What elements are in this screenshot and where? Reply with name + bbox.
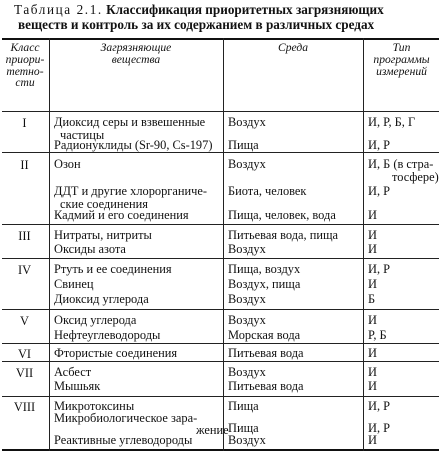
substance-cell: Фтористые соединения: [54, 346, 178, 360]
group-rule: [2, 224, 439, 225]
substance-cell: Кадмий и его соединения: [54, 208, 189, 222]
program-cell: И: [368, 379, 377, 393]
program-cell: И, Р: [368, 184, 391, 198]
substance-cell: Свинец: [54, 277, 94, 291]
medium-cell: Воздух: [228, 365, 266, 379]
column-rule: [49, 38, 50, 451]
header-class: Класс приори- тетно- сти: [5, 41, 45, 90]
class-number: IV: [17, 263, 32, 277]
program-cell: И: [368, 277, 377, 291]
medium-cell: Воздух: [228, 115, 266, 129]
program-cell: Б: [368, 292, 376, 306]
program-cell: И: [368, 433, 377, 447]
substance-cell: Микротоксины: [54, 399, 135, 413]
program-cell: И, Р: [368, 399, 391, 413]
column-rule: [223, 38, 224, 451]
class-number: III: [18, 229, 31, 243]
program-cell: И: [368, 313, 377, 327]
group-rule: [2, 361, 439, 362]
substance-cell: Озон: [54, 157, 81, 171]
medium-cell: Воздух: [228, 242, 266, 256]
program-cell: И, Р: [368, 262, 391, 276]
class-number: V: [20, 314, 29, 328]
substance-cell: Реактивные углеводороды: [54, 433, 193, 447]
class-number: I: [22, 116, 27, 130]
substance-cell: Оксид углерода: [54, 313, 137, 327]
program-cell: И: [368, 346, 377, 360]
medium-cell: Воздух: [228, 157, 266, 171]
medium-cell: Морская вода: [228, 328, 301, 342]
group-rule: [2, 309, 439, 310]
substance-cell: Ртуть и ее соединения: [54, 262, 172, 276]
program-cell: И, Р: [368, 421, 391, 435]
header-medium: Среда: [277, 41, 309, 54]
substance-cell: Нефтеуглеводороды: [54, 328, 161, 342]
medium-cell: Воздух, пища: [228, 277, 301, 291]
group-rule: [2, 258, 439, 259]
substance-cell: Диоксид углерода: [54, 292, 149, 306]
table-bottom-rule: [2, 449, 439, 451]
header-bottom-rule: [2, 111, 439, 112]
table-caption: [14, 2, 436, 32]
substance-cell: ДДТ и другие хлорорганиче- ские соединения: [54, 184, 208, 211]
caption-title-line2: веществ и контроль за их содержанием в различных средах: [18, 17, 375, 32]
substance-cell: Радионуклиды (Sr-90, Cs-197): [54, 138, 213, 152]
medium-cell: Воздух: [228, 292, 266, 306]
group-rule: [2, 396, 439, 397]
substance-cell: Оксиды азота: [54, 242, 126, 256]
classification-table: [2, 38, 439, 451]
class-number: VI: [17, 347, 32, 361]
class-number: VIII: [13, 400, 36, 414]
medium-cell: Питьевая вода: [228, 379, 304, 393]
group-rule: [2, 152, 439, 153]
program-cell: И: [368, 365, 377, 379]
substance-cell: Микробиологическое зара- жение: [54, 411, 229, 437]
medium-cell: Пища: [228, 421, 259, 435]
class-number: II: [20, 158, 29, 172]
group-rule: [2, 343, 439, 344]
program-cell: Р, Б: [368, 328, 387, 342]
program-cell: И: [368, 208, 377, 222]
table-top-rule: [2, 38, 439, 40]
medium-cell: Питьевая вода: [228, 346, 304, 360]
medium-cell: Пища, воздух: [228, 262, 301, 276]
column-rule: [363, 38, 364, 451]
class-number: VII: [15, 366, 34, 380]
header-program: Тип программы измерений: [373, 41, 430, 78]
medium-cell: Воздух: [228, 433, 266, 447]
program-cell: И, Р: [368, 138, 391, 152]
medium-cell: Биота, человек: [228, 184, 307, 198]
program-cell: И, Б (в стра- тосфере): [368, 157, 439, 184]
medium-cell: Воздух: [228, 313, 266, 327]
substance-cell: Нитраты, нитриты: [54, 228, 152, 242]
substance-cell: Диоксид серы и взвешенные частицы: [54, 115, 206, 142]
caption-label: Таблица 2.1.: [14, 2, 103, 17]
header-substance: Загрязняющие вещества: [100, 41, 172, 66]
program-cell: И: [368, 242, 377, 256]
medium-cell: Питьевая вода, пища: [228, 228, 339, 242]
program-cell: И: [368, 228, 377, 242]
medium-cell: Пища: [228, 399, 259, 413]
caption-title-line1: Классификация приоритетных загрязняющих: [106, 2, 384, 17]
substance-cell: Мышьяк: [54, 379, 101, 393]
medium-cell: Пища: [228, 138, 259, 152]
program-cell: И, Р, Б, Г: [368, 115, 416, 129]
substance-cell: Асбест: [54, 365, 92, 379]
medium-cell: Пища, человек, вода: [228, 208, 336, 222]
